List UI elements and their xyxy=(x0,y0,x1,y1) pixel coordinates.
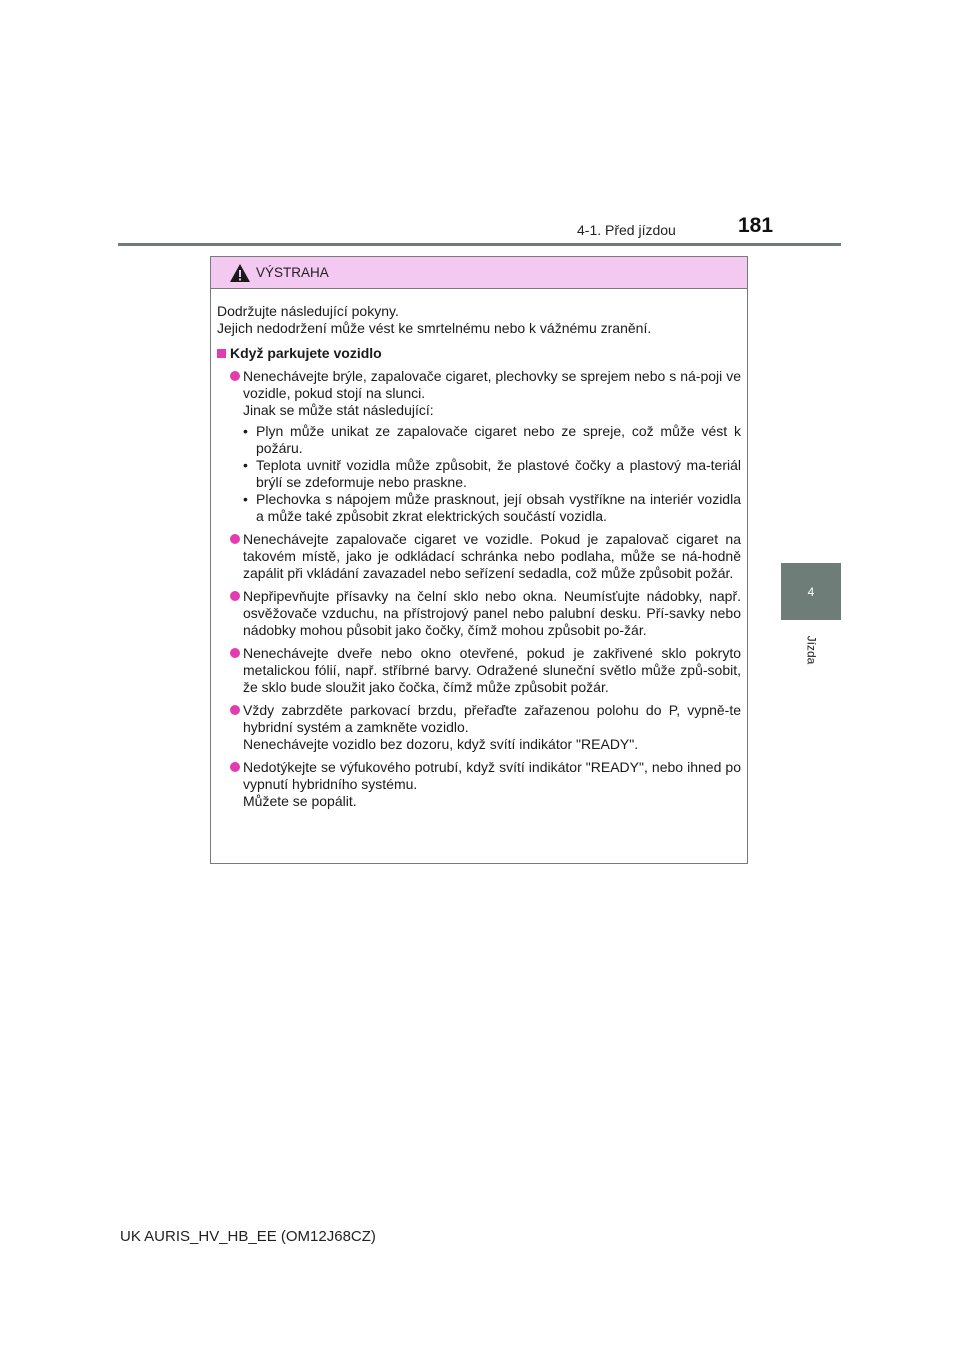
warning-item xyxy=(217,368,741,525)
warning-box xyxy=(210,256,748,864)
item-text: Můžete se popálit. xyxy=(243,793,357,809)
footer-doc-code: UK AURIS_HV_HB_EE (OM12J68CZ) xyxy=(120,1228,376,1245)
warning-item xyxy=(217,759,741,810)
section-heading xyxy=(217,345,741,362)
warning-item xyxy=(217,702,741,753)
item-text: Nenechávejte dveře nebo okno otevřené, pokud je zakřivené sklo pokryto metalickou fólií, např. stříbrné barvy. Odražené sluneční světlo může způ-sobit, že sklo bude sloužit jako čočka, čímž může způsobit požár. xyxy=(243,645,741,695)
intro-line: Jejich nedodržení může vést ke smrtelnému nebo k vážnému zranění. xyxy=(217,320,652,336)
warning-intro xyxy=(217,303,741,337)
intro-line: Dodržujte následující pokyny. xyxy=(217,303,399,319)
section-title: 4-1. Před jízdou xyxy=(577,222,676,238)
item-text: Jinak se může stát následující: xyxy=(243,402,434,418)
circle-bullet-icon xyxy=(230,371,240,381)
sub-item-text: Plyn může unikat ze zapalovače cigaret nebo ze spreje, což může vést k požáru. xyxy=(256,423,741,456)
chapter-tab-label-text: Jízda xyxy=(804,635,818,665)
circle-bullet-icon xyxy=(230,648,240,658)
warning-header xyxy=(211,257,747,289)
circle-bullet-icon xyxy=(230,762,240,772)
item-text: Vždy zabrzděte parkovací brzdu, přeřaďte zařazenou polohu do P, vypně-te hybridní systém a zamkněte vozidlo. xyxy=(243,702,741,735)
item-text: Nenechávejte zapalovače cigaret ve vozidle. Pokud je zapalovač cigaret na takovém místě, jako je odkládací schránka nebo podlaha, může se ná-hodně zapálit při vkládání zavazadel nebo seřízení sedadla, což může způsobit požár. xyxy=(243,531,741,581)
dot-bullet-icon: • xyxy=(243,457,248,473)
section-heading-text: Když parkujete vozidlo xyxy=(230,345,382,361)
warning-item xyxy=(217,588,741,639)
circle-bullet-icon xyxy=(230,705,240,715)
chapter-tab-number: 4 xyxy=(781,563,841,620)
warning-item xyxy=(217,531,741,582)
item-text: Nepřipevňujte přísavky na čelní sklo nebo okna. Neumísťujte nádobky, např. osvěžovače vzduchu, na přístrojový panel nebo palubní desku. Pří-savky nebo nádobky mohou působit jako čočky, čímž mohou způsobit po-žár. xyxy=(243,588,741,638)
item-text: Nedotýkejte se výfukového potrubí, když svítí indikátor "READY", nebo ihned po vypnutí hybridního systému. xyxy=(243,759,741,792)
sub-item-text: Teplota uvnitř vozidla může způsobit, že plastové čočky a plastový ma-teriál brýlí se zdeformuje nebo praskne. xyxy=(256,457,741,490)
square-bullet-icon xyxy=(217,349,226,358)
sub-item-text: Plechovka s nápojem může prasknout, její obsah vystříkne na interiér vozidla a může také způsobit zkrat elektrických součástí vozidla. xyxy=(256,491,741,524)
chapter-tab-label xyxy=(781,620,841,680)
sub-item xyxy=(243,423,741,457)
circle-bullet-icon xyxy=(230,534,240,544)
sub-list xyxy=(243,423,741,525)
header-divider xyxy=(118,243,841,246)
warning-title: VÝSTRAHA xyxy=(256,265,329,280)
item-text: Nenechávejte vozidlo bez dozoru, když svítí indikátor "READY". xyxy=(243,736,639,752)
warning-item xyxy=(217,645,741,696)
sub-item xyxy=(243,457,741,491)
dot-bullet-icon: • xyxy=(243,423,248,439)
warning-body xyxy=(211,289,747,810)
circle-bullet-icon xyxy=(230,591,240,601)
dot-bullet-icon: • xyxy=(243,491,248,507)
sub-item xyxy=(243,491,741,525)
item-text: Nenechávejte brýle, zapalovače cigaret, plechovky se sprejem nebo s ná-poji ve vozidle, pokud stojí na slunci. xyxy=(243,368,741,401)
warning-triangle-icon xyxy=(229,263,251,283)
page-number: 181 xyxy=(738,214,774,237)
